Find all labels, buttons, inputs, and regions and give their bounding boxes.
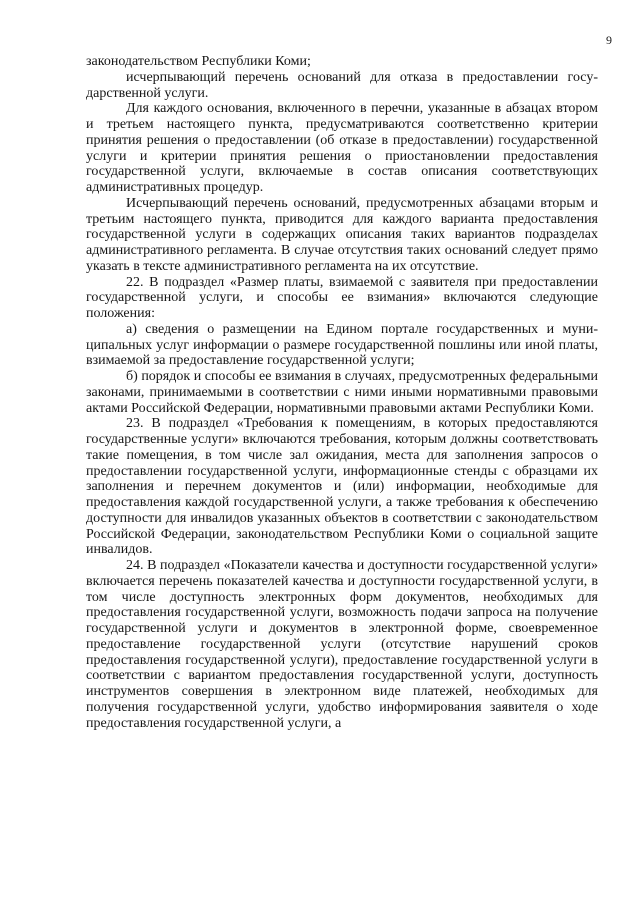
paragraph-item-22: 22. В подраздел «Размер платы, взимаемой с заявителя при предоставлении государственной услуги, и способы ее взимания» включаются следующие положения: [86, 274, 598, 321]
page-number: 9 [606, 33, 612, 47]
paragraph-item-24: 24. В подраздел «Показатели качества и доступности государственной услуги» включается перечень показателей качества и доступности государственной услуги, в том числе доступность электронных форм документов, необходимых для предоставления государственной услуги, возможность подачи запроса на получение государственной услуги и документов в электронной форме, своевременное предоставление государственной услуги (отсутствие нарушений сроков предоставления государственной услуги), предоставление государственной услуги в соответствии с вариантом предоставления государственной услуги, доступность инструментов совершения в электронном виде платежей, необходимых для получения государственной услуги, удобство информирования заявителя о ходе предоставления государственной услуги, а [86, 558, 598, 731]
paragraph-item-23: 23. В подраздел «Требования к помещениям, в которых предоставляются государственные услуги» включаются требования, которым должны соответствовать такие помещения, в том числе зал ожидания, места для заполнения запросов о предоставлении государственной услуги, информационные стенды с образцами их заполнения и перечнем документов и (или) информации, необходимые для предоставления каждой государственной услуги, а также требования к обеспечению доступности для инвалидов указанных объектов в соответствии с законодательством Российской Федерации, законодательством Республики Коми о социальной защите инвалидов. [86, 416, 598, 558]
paragraph: исчерпывающий перечень оснований для отказа в предоставлении государственной услуги. [86, 69, 598, 101]
paragraph-subitem-b: б) порядок и способы ее взимания в случаях, предусмотренных федеральными законами, принимаемыми в соответствии с ними иными нормативными правовыми актами Российской Федерации, нормативными правовыми актами Республики Коми. [86, 369, 598, 416]
paragraph: Для каждого основания, включенного в перечни, указанные в абзацах втором и третьем настоящего пункта, предусматриваются соответственно критерии принятия решения о предоставлении (об отказе в предоставлении) государственной услуги и критерии принятия решения о приостановлении предоставления государственной услуги, включаемые в состав описания соответствующих административных процедур. [86, 101, 598, 195]
paragraph: Исчерпывающий перечень оснований, предусмотренных абзацами вторым и третьим настоящего пункта, приводится для каждого варианта предоставления государственной услуги в содержащих описания таких вариантов подразделах административного регламента. В случае отсутствия таких оснований следует прямо указать в тексте административного регламента на их отсутствие. [86, 195, 598, 274]
document-body [86, 54, 598, 731]
paragraph-continuation: законодательством Республики Коми; [86, 54, 311, 69]
paragraph-subitem-a: а) сведения о размещении на Едином портале государственных и муниципальных услуг информации о размере государственной пошлины или иной платы, взимаемой за предоставление государственной услуги; [86, 321, 598, 369]
